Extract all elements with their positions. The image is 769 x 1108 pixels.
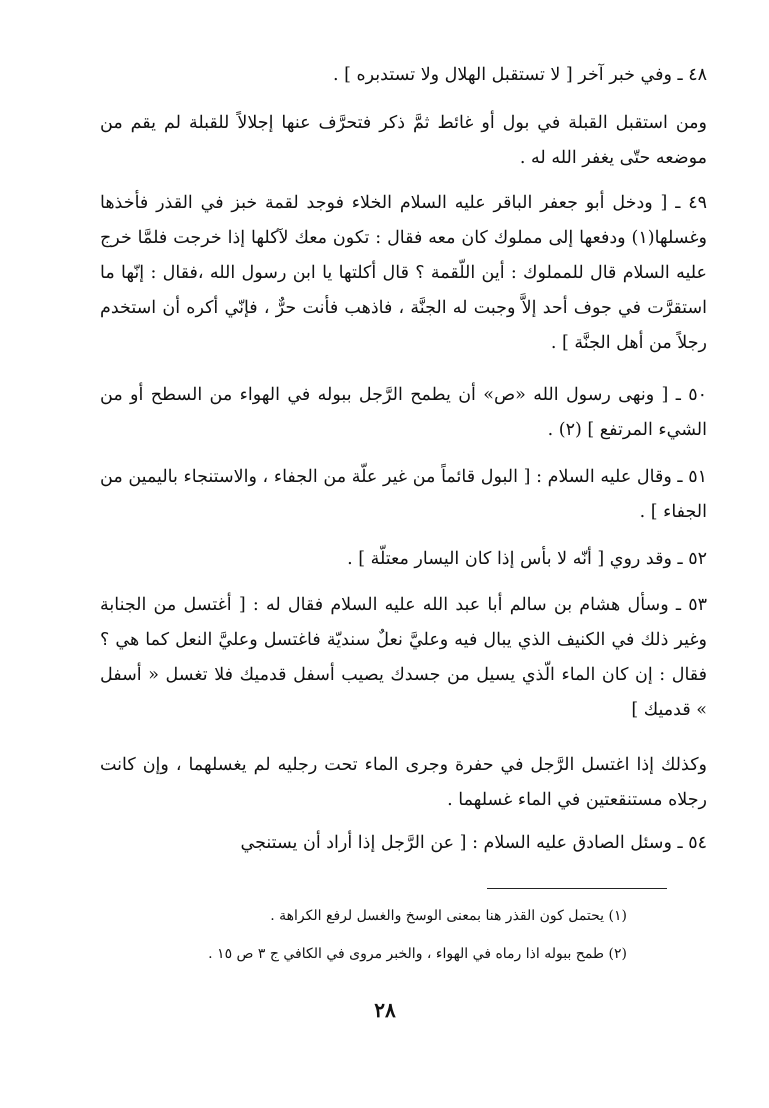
page-number: ٢٨: [374, 998, 396, 1022]
footnote-divider: [487, 888, 667, 889]
paragraph-53: ٥٣ ـ وسأل هشام بن سالم أبا عبد الله عليه السلام فقال له : [ أغتسل من الجنابة وغير ذلك في الكنيف الذي يبال فيه وعليَّ نعلٌ سنديّة فاغتسل وعليَّ النعل كما هي ؟ فقال : إن كان الماء الّذي يسيل من جسدك يصيب أسفل قدميك فلا تغسل « أسفل » قدميك ]: [100, 595, 707, 720]
paragraph-53-continuation: وكذلك إذا اغتسل الرَّجل في حفرة وجرى الماء تحت رجليه لم يغسلهما ، وإن كانت رجلاه مستنقعتين في الماء غسلهما .: [100, 755, 707, 810]
paragraph-52: ٥٢ ـ وقد روي [ أنّه لا بأس إذا كان اليسار معتلّة ] .: [347, 549, 707, 569]
paragraph-54: ٥٤ ـ وسئل الصادق عليه السلام : [ عن الرَّجل إذا أراد أن يستنجي: [240, 833, 707, 853]
paragraph-48: ٤٨ ـ وفي خبر آخر [ لا تستقبل الهلال ولا تستدبره ] .: [332, 65, 707, 85]
paragraph-50: ٥٠ ـ [ ونهى رسول الله «ص» أن يطمح الرَّجل ببوله في الهواء من السطح أو من الشيء المرتفع ] (٢) .: [100, 385, 707, 440]
paragraph-51: ٥١ ـ وقال عليه السلام : [ البول قائماً من غير علّة من الجفاء ، والاستنجاء باليمين من الجفاء ] .: [100, 467, 707, 522]
footnote-1: (١) يحتمل كون القذر هنا بمعنى الوسخ والغسل لرفع الكراهة .: [270, 908, 627, 924]
paragraph-49: ٤٩ ـ [ ودخل أبو جعفر الباقر عليه السلام الخلاء فوجد لقمة خبز في القذر فأخذها وغسلها(١) ودفعها إلى مملوك كان معه فقال : تكون معك لآكلها إذا خرجت فلمَّا خرج عليه السلام قال للمملوك : أين اللّقمة ؟ قال أكلتها يا ابن رسول الله ،فقال : إنّها ما استقرَّت في جوف أحد إلاَّ وجبت له الجنَّة ، فاذهب فأنت حرٌّ ، فإنّي أكره أن استخدم رجلاً من أهل الجنَّة ] .: [100, 193, 707, 353]
paragraph-48-continuation: ومن استقبل القبلة في بول أو غائط ثمَّ ذكر فتحرَّف عنها إجلالاً للقبلة لم يقم من موضعه حتّى يغفر الله له .: [100, 113, 707, 168]
footnote-2: (٢) طمح ببوله اذا رماه في الهواء ، والخبر مروى في الكافي ج ٣ ص ١٥ .: [208, 946, 627, 962]
